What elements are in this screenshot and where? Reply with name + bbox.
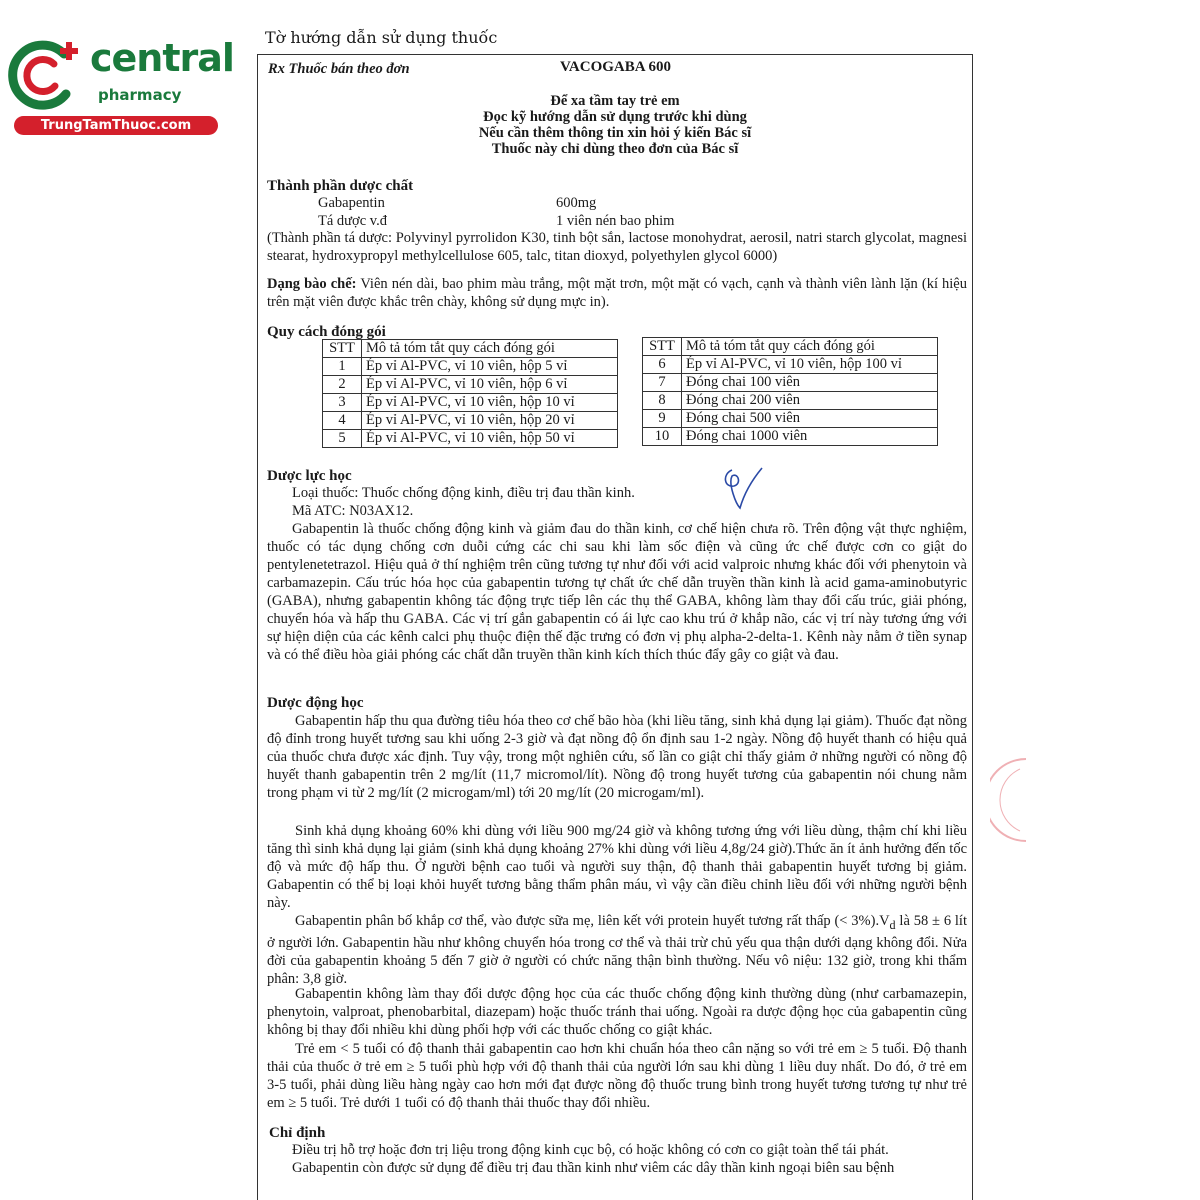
table-row	[643, 374, 938, 392]
pharmacodynamics-heading: Dược lực học	[267, 468, 352, 484]
composition-heading: Thành phần dược chất	[267, 178, 414, 194]
table-cell: 7	[643, 374, 682, 392]
pharmacokinetics-p5: Trẻ em < 5 tuổi có độ thanh thải gabapentin cao hơn khi chuẩn hóa theo cân nặng so với trẻ em ≥ 5 tuổi. Độ thanh thải của thuốc ở trẻ em ≥ 5 tuổi phù hợp với độ thanh thải của người lớn sau khi dùng 1 liều duy nhất. Do đó, ở trẻ em 3-5 tuổi, phải dùng liều hàng ngày cao hơn mới đạt được nồng độ thuốc trung bình trong huyết tương tương tự như trẻ em ≥ 5 tuổi. Trẻ dưới 1 tuổi có độ thanh thải thuốc thay đổi nhiều.	[267, 1041, 967, 1111]
indication-line: Gabapentin còn được sử dụng để điều trị đau thần kinh như viêm các dây thần kinh ngoại biên sau bệnh	[292, 1160, 895, 1176]
pharmacokinetics-heading: Dược động học	[267, 695, 364, 711]
brand-name: central	[90, 36, 234, 80]
table-row	[323, 394, 618, 412]
warning-line: Nếu cần thêm thông tin xin hỏi ý kiến Bác sĩ	[478, 125, 752, 141]
table-header: Mô tả tóm tắt quy cách đóng gói	[682, 338, 938, 356]
pharmacokinetics-p4: Gabapentin không làm thay đổi dược động học của các thuốc chống động kinh thường dùng (như carbamazepin, phenytoin, valproat, phenobarbital, diazepam) hoặc thuốc tránh thai uống. Ngoài ra dược động học của gabapentin cũng không bị thay đổi nhiều khi dùng phối hợp với các thuốc chống co giật khác.	[267, 986, 967, 1038]
packaging-table-right	[642, 337, 938, 446]
table-cell: Ép vỉ Al-PVC, vỉ 10 viên, hộp 5 vỉ	[362, 358, 618, 376]
table-cell: Ép vỉ Al-PVC, vỉ 10 viên, hộp 20 vỉ	[362, 412, 618, 430]
table-cell: 4	[323, 412, 362, 430]
pharmacokinetics-p3	[267, 912, 967, 988]
indications-heading: Chỉ định	[269, 1125, 326, 1141]
dosage-form-text: Viên nén dài, bao phim màu trắng, một mặt trơn, một mặt có vạch, cạnh và thành viên lành lặn (kí hiệu trên mặt viên được khắc trên chày, không sử dụng mực in).	[267, 276, 967, 310]
table-cell: Ép vỉ Al-PVC, vỉ 10 viên, hộp 6 vỉ	[362, 376, 618, 394]
rx-label: Rx Thuốc bán theo đơn	[268, 61, 410, 77]
table-header: STT	[643, 338, 682, 356]
table-header: STT	[323, 340, 362, 358]
table-row	[323, 376, 618, 394]
pharmacokinetics-p1: Gabapentin hấp thu qua đường tiêu hóa theo cơ chế bão hòa (khi liều tăng, sinh khả dụng lại giảm). Thuốc đạt nồng độ đỉnh trong huyết tương sau khi uống 2-3 giờ và đạt nồng độ ổn định sau 1-2 ngày. Nồng độ huyết thanh có hiệu quả của thuốc chưa được xác định. Tuy vậy, trong một nghiên cứu, số lần co giật chỉ thấy giảm ở những người có nồng độ huyết thanh gabapentin trên 2 mg/lít (11,7 micromol/lít). Nồng độ trong huyết tương của gabapentin nói chung nằm trong phạm vi từ 2 mg/lít (2 microgam/ml) tới 20 mg/lít (20 microgam/ml).	[267, 713, 967, 801]
brand-subtitle: pharmacy	[98, 86, 182, 104]
table-cell: Đóng chai 200 viên	[682, 392, 938, 410]
pharmacodynamics-text: Gabapentin là thuốc chống động kinh và giảm đau do thần kinh, cơ chế hiện chưa rõ. Trên động vật thực nghiệm, thuốc có tác dụng chống cơn duỗi cứng các chi sau khi làm sốc điện và cũng ức chế được cơn co giật do pentylenetetrazol. Hiệu quả ở thí nghiệm trên cũng tương tự như đối với acid valproic nhưng khác đối với phenytoin và carbamazepin. Cấu trúc hóa học của gabapentin tương tự chất ức chế dẫn truyền thần kinh là acid gama-aminobutyric (GABA), nhưng gabapentin không tác động trực tiếp lên các thụ thể GABA, không làm thay đổi cấu trúc, giải phóng, chuyển hóa và hấp thu GABA. Các vị trí gắn gabapentin có ái lực cao khu trú ở khắp não, các vị trí này tương ứng với sự hiện diện của các kênh calci phụ thuộc điện thế đặc trưng có đơn vị phụ alpha-2-delta-1. Kênh này nằm ở tiền synap và có thể điều hòa giải phóng các chất dẫn truyền thần kinh kích thích thúc đẩy gây co giật và đau.	[267, 521, 967, 663]
text-span: Gabapentin phân bố khắp cơ thể, vào được sữa mẹ, liên kết với protein huyết tương rất thấp (< 3%).V	[295, 913, 890, 929]
table-cell: 2	[323, 376, 362, 394]
drug-class: Loại thuốc: Thuốc chống động kinh, điều trị đau thần kinh.	[292, 485, 635, 501]
table-row	[643, 410, 938, 428]
table-cell: 3	[323, 394, 362, 412]
table-row	[323, 340, 618, 358]
stamp-icon	[990, 755, 1030, 845]
table-cell: 8	[643, 392, 682, 410]
dosage-form	[267, 275, 967, 311]
brand-logo	[8, 36, 234, 136]
document-title: Tờ hướng dẫn sử dụng thuốc	[265, 28, 498, 47]
table-cell: 5	[323, 430, 362, 448]
warning-line: Đọc kỹ hướng dẫn sử dụng trước khi dùng	[483, 109, 747, 125]
table-cell: 6	[643, 356, 682, 374]
table-cell: Đóng chai 1000 viên	[682, 428, 938, 446]
product-name: VACOGABA 600	[560, 59, 671, 75]
table-cell: 9	[643, 410, 682, 428]
warning-line: Để xa tầm tay trẻ em	[550, 93, 680, 109]
atc-code: Mã ATC: N03AX12.	[292, 503, 414, 519]
excipients-text: (Thành phần tá dược: Polyvinyl pyrrolidon K30, tinh bột sắn, lactose monohydrat, aerosil, natri starch glycolat, magnesi stearat, hydroxypropyl methylcellulose 605, talc, titan dioxyd, polyethylen glycol 6000)	[267, 230, 967, 264]
indication-line: Điều trị hỗ trợ hoặc đơn trị liệu trong động kinh cục bộ, có hoặc không có cơn co giật toàn thể tái phát.	[292, 1142, 889, 1158]
packaging-heading: Quy cách đóng gói	[267, 324, 386, 340]
text-span: là 58 ± 6 lít ở người lớn. Gabapentin hầu như không chuyển hóa trong cơ thể và thải trừ chủ yếu qua thận dưới dạng không đổi. Nửa đời của gabapentin khoảng 5 đến 7 giờ ở người có chức năng thận bình thường. Nếu vô niệu: 132 giờ, trong khi thẩm phân: 3,8 giờ.	[267, 913, 967, 987]
table-row	[643, 428, 938, 446]
dosage-form-label: Dạng bào chế:	[267, 276, 357, 292]
ingredient-value: 1 viên nén bao phim	[556, 213, 675, 229]
ingredient-name: Tá dược v.đ	[318, 213, 387, 229]
table-row	[323, 430, 618, 448]
table-cell: Ép vỉ Al-PVC, vỉ 10 viên, hộp 10 vỉ	[362, 394, 618, 412]
subscript: d	[889, 917, 896, 932]
signature-icon	[718, 464, 768, 510]
table-cell: Ép vỉ Al-PVC, vỉ 10 viên, hộp 100 vỉ	[682, 356, 938, 374]
table-cell: Đóng chai 100 viên	[682, 374, 938, 392]
central-pharmacy-logo-icon	[8, 36, 88, 112]
table-cell: 1	[323, 358, 362, 376]
table-row	[643, 356, 938, 374]
table-cell: Đóng chai 500 viên	[682, 410, 938, 428]
table-row	[643, 392, 938, 410]
warning-line: Thuốc này chỉ dùng theo đơn của Bác sĩ	[491, 141, 739, 157]
packaging-table-left	[322, 339, 618, 448]
table-row	[643, 338, 938, 356]
table-row	[323, 412, 618, 430]
ingredient-name: Gabapentin	[318, 195, 385, 211]
table-cell: 10	[643, 428, 682, 446]
ingredient-value: 600mg	[556, 195, 597, 211]
table-header: Mô tả tóm tắt quy cách đóng gói	[362, 340, 618, 358]
table-row	[323, 358, 618, 376]
brand-website[interactable]: TrungTamThuoc.com	[14, 116, 218, 135]
pharmacokinetics-p2: Sinh khả dụng khoảng 60% khi dùng với liều 900 mg/24 giờ và không tương ứng với liều dùng, thậm chí khi liều tăng thì sinh khả dụng lại giảm (sinh khả dụng khoảng 27% khi dùng với liều 4,8g/24 giờ).Thức ăn ít ảnh hưởng đến tốc độ và mức độ hấp thu. Ở người bệnh cao tuổi và người suy thận, độ thanh thải gabapentin huyết tương bị giảm. Gabapentin có thể bị loại khỏi huyết tương bằng thẩm phân máu, vì vậy cần điều chỉnh liều đối với những người bệnh này.	[267, 823, 967, 911]
table-cell: Ép vỉ Al-PVC, vỉ 10 viên, hộp 50 vỉ	[362, 430, 618, 448]
